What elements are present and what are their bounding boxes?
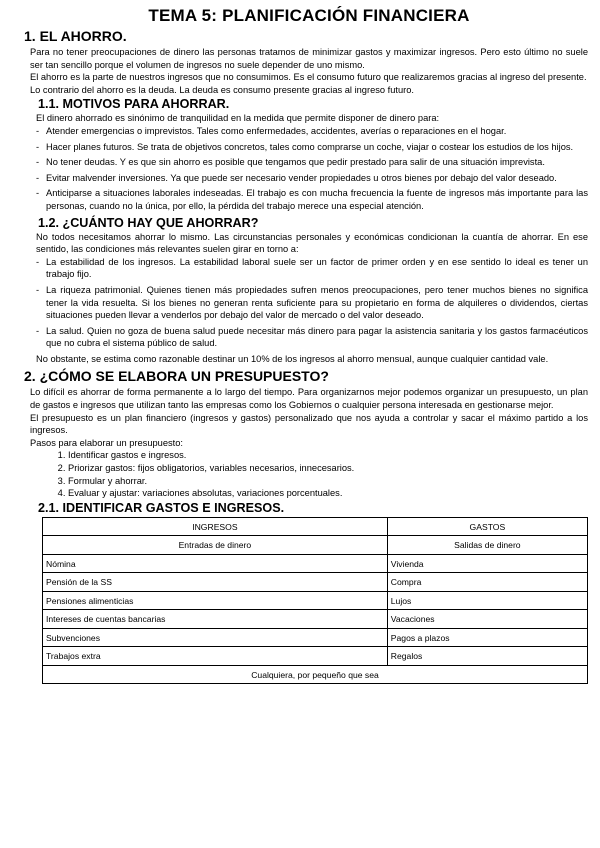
table-header-ingresos: INGRESOS: [43, 517, 388, 536]
table-row: [43, 628, 588, 647]
list-item: - Anticiparse a situaciones laborales indeseadas. El trabajo es con mucha frecuencia la fuente de ingresos más importante para las personas, cuando no la única, por ello, la pérdida del trabajo merece una especial atención.: [46, 187, 588, 212]
section-1-1-intro: El dinero ahorrado es sinónimo de tranquilidad en la medida que permite disponer de dinero para:: [36, 113, 440, 124]
table-cell: Intereses de cuentas bancarias: [43, 610, 388, 629]
section-2-paragraph-1: Lo difícil es ahorrar de forma permanente a lo largo del tiempo. Para organizarnos mejor podemos organizar un presupuesto, un plan de gastos e ingresos que utilizan tanto las empresas como los Gobiernos o cualquier persona interesada en gestionarse mejor.: [30, 387, 588, 411]
table-cell: Pensión de la SS: [43, 573, 388, 592]
table-cell: Lujos: [387, 591, 587, 610]
document-title: TEMA 5: PLANIFICACIÓN FINANCIERA: [148, 6, 470, 25]
list-item: 1. Identificar gastos e ingresos.: [68, 449, 588, 462]
table-row: [43, 591, 588, 610]
table-row: [43, 647, 588, 666]
section-1-paragraph-1: Para no tener preocupaciones de dinero las personas tratamos de minimizar gastos y maximizar ingresos. Pero esto último no suele ser tan sencillo porque el volumen de ingresos no suele depender de uno mismo.: [30, 47, 588, 70]
table-cell: Pagos a plazos: [387, 628, 587, 647]
savings-conditions-list: [30, 256, 588, 350]
savings-motives-list: [30, 125, 588, 213]
table-subheader-gastos: Salidas de dinero: [387, 536, 587, 555]
table-subheader-row: [43, 536, 588, 555]
list-item: - Evitar malvender inversiones. Ya que puede ser necesario vender propiedades u otros bienes por debajo del valor deseado.: [46, 172, 588, 185]
table-cell: Pensiones alimenticias: [43, 591, 388, 610]
section-1-paragraph-3: Lo contrario del ahorro es la deuda. La deuda es consumo presente gracias al ingreso futuro.: [30, 84, 414, 95]
budget-steps-list: [30, 449, 588, 499]
section-2-heading: 2. ¿CÓMO SE ELABORA UN PRESUPUESTO?: [24, 368, 329, 385]
table-row: [43, 610, 588, 629]
table-cell: Compra: [387, 573, 587, 592]
table-footer-row: [43, 665, 588, 684]
table-row: [43, 554, 588, 573]
section-1-2-intro: No todos necesitamos ahorrar lo mismo. Las circunstancias personales y económicas condicionan la cuantía de ahorrar. En ese sentido, las condiciones más relevantes suelen girar en torno a:: [36, 231, 588, 255]
section-1-heading: 1. EL AHORRO.: [24, 28, 127, 44]
table-cell: Trabajos extra: [43, 647, 388, 666]
table-cell: Vivienda: [387, 554, 587, 573]
section-2-paragraph-2: El presupuesto es un plan financiero (ingresos y gastos) personalizado que nos ayuda a controlar y sacar el máximo partido a los ingresos.: [30, 412, 588, 436]
list-item: - Hacer planes futuros. Se trata de objetivos concretos, tales como comprarse un coche, viajar o costear los estudios de los hijos.: [46, 141, 588, 154]
list-item: 3. Formular y ahorrar.: [68, 475, 588, 488]
table-header-row: [43, 517, 588, 536]
section-1-2-outro: No obstante, se estima como razonable destinar un 10% de los ingresos al ahorro mensual, aunque cualquier cantidad vale.: [36, 353, 549, 364]
table-cell: Nómina: [43, 554, 388, 573]
list-item: - No tener deudas. Y es que sin ahorro es posible que tengamos que pedir prestado para salir de una situación imprevista.: [46, 156, 588, 169]
section-1-1-heading: 1.1. MOTIVOS PARA AHORRAR.: [38, 97, 230, 112]
table-subheader-ingresos: Entradas de dinero: [43, 536, 388, 555]
list-item: - La salud. Quien no goza de buena salud puede necesitar más dinero para pagar la asistencia sanitaria y los gastos farmacéuticos que no cubra el sistema público de salud.: [46, 325, 588, 350]
section-1-2-heading: 1.2. ¿CUÁNTO HAY QUE AHORRAR?: [38, 215, 259, 230]
list-item: - Atender emergencias o imprevistos. Tales como enfermedades, accidentes, averías o reparaciones en el hogar.: [46, 125, 588, 138]
section-1-paragraph-2: El ahorro es la parte de nuestros ingresos que no consumimos. Es el consumo futuro que realizaremos gracias al ingreso del presente.: [30, 72, 587, 83]
table-footer: Cualquiera, por pequeño que sea: [43, 665, 588, 684]
table-cell: Subvenciones: [43, 628, 388, 647]
table-cell: Vacaciones: [387, 610, 587, 629]
table-row: [43, 573, 588, 592]
list-item: - La estabilidad de los ingresos. La estabilidad laboral suele ser un factor de primer orden y en ese sentido lo ideal es tener un trabajo fijo.: [46, 256, 588, 281]
list-item: - La riqueza patrimonial. Quienes tienen más propiedades sufren menos preocupaciones, pero tener muchos bienes no significa tener la vida resuelta. Si los bienes no generan renta suficiente para su propietario en forma de alquileres o dividendos, ciertas situaciones pueden llevar a venderlos por debajo del valor de mercado o del valor deseado.: [46, 284, 588, 322]
list-item: 2. Priorizar gastos: fijos obligatorios, variables necesarios, innecesarios.: [68, 462, 588, 475]
section-2-1-heading: 2.1. IDENTIFICAR GASTOS E INGRESOS.: [38, 500, 285, 515]
section-2-paragraph-3: Pasos para elaborar un presupuesto:: [30, 437, 183, 448]
table-header-gastos: GASTOS: [387, 517, 587, 536]
table-cell: Regalos: [387, 647, 587, 666]
list-item: 4. Evaluar y ajustar: variaciones absolutas, variaciones porcentuales.: [68, 487, 588, 500]
income-expenses-table: [42, 517, 588, 685]
